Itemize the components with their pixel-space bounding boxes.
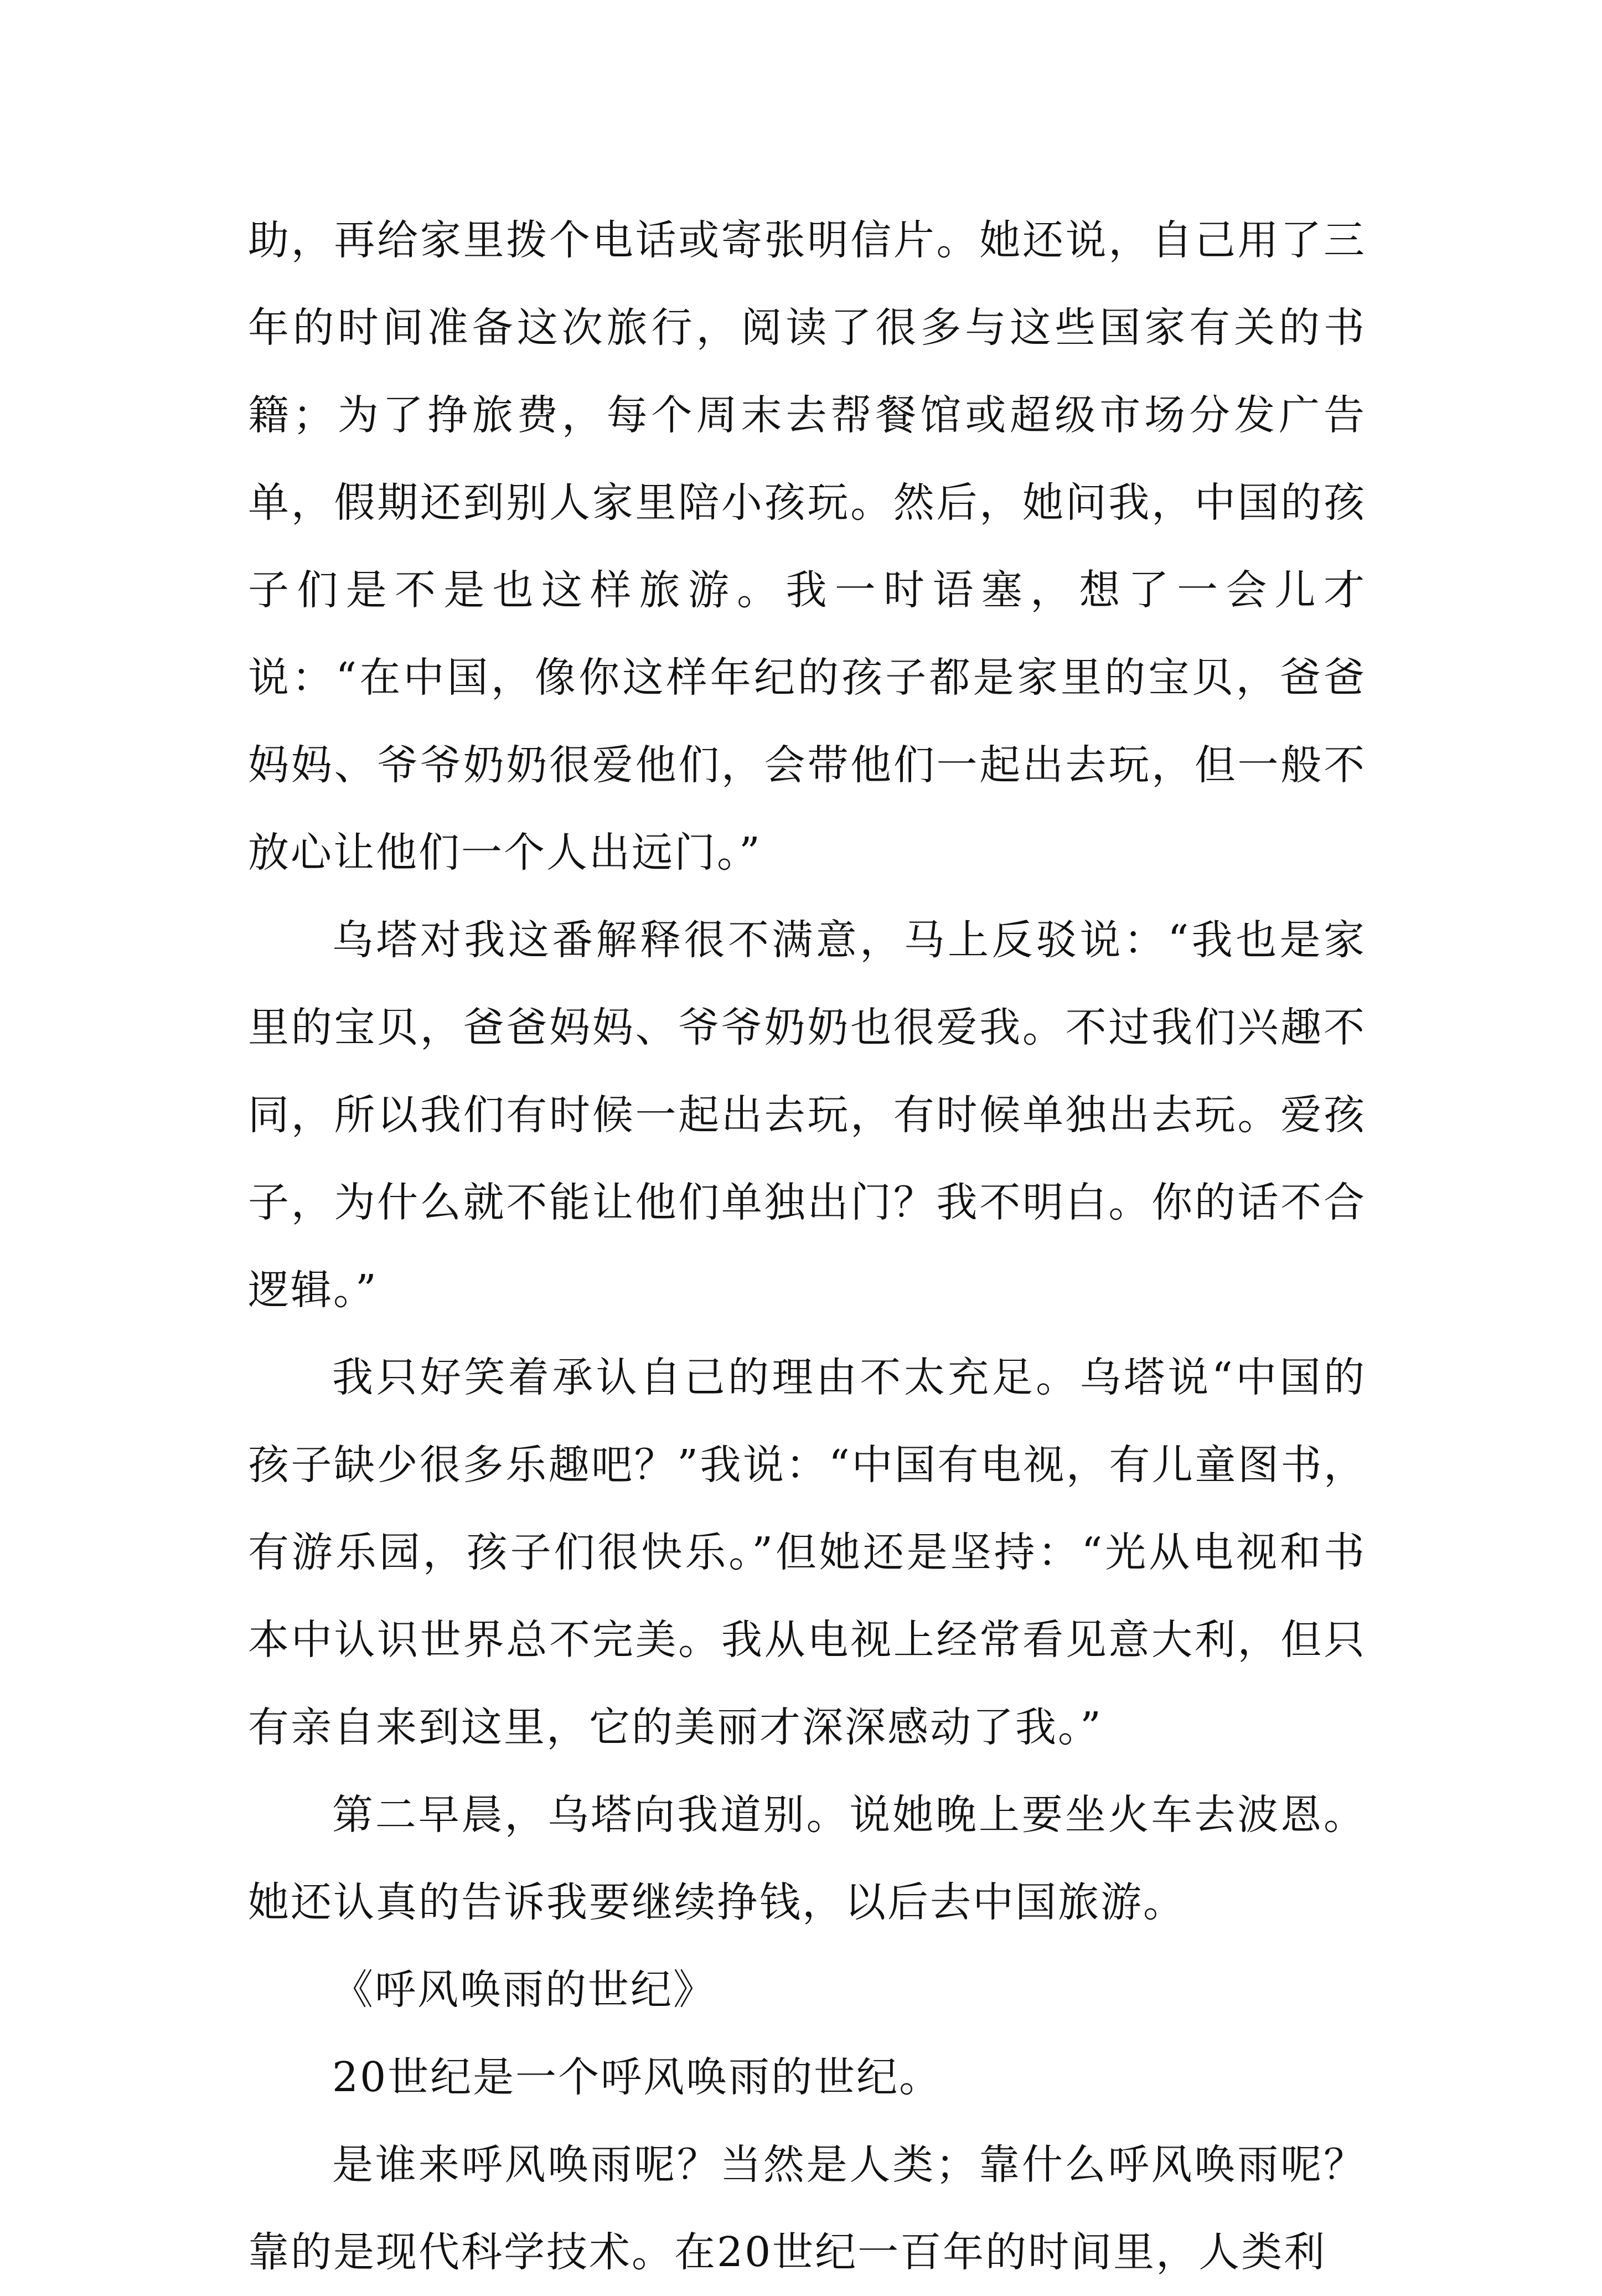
- paragraph-1: 助，再给家里拨个电话或寄张明信片。她还说，自己用了三年的时间准备这次旅行，阅读了很多与这些国家有关的书籍；为了挣旅费，每个周末去帮餐馆或超级市场分发广告单，假期还到别人家里陪小孩玩。然后，她问我，中国的孩子们是不是也这样旅游。我一时语塞，想了一会儿才说：“在中国，像你这样年纪的孩子都是家里的宝贝，爸爸妈妈、爷爷奶奶很爱他们，会带他们一起出去玩，但一般不放心让他们一个人出远门。”: [248, 216, 1366, 876]
- paragraph-3: 我只好笑着承认自己的理由不太充足。乌塔说“中国的孩子缺少很多乐趣吧？”我说：“中国有电视，有儿童图书，有游乐园，孩子们很快乐。”但她还是坚持：“光从电视和书本中认识世界总不完美。我从电视上经常看见意大利，但只有亲自来到这里，它的美丽才深深感动了我。”: [248, 1354, 1366, 1751]
- paragraph-2: 乌塔对我这番解释很不满意，马上反驳说：“我也是家里的宝贝，爸爸妈妈、爷爷奶奶也很爱我。不过我们兴趣不同，所以我们有时候一起出去玩，有时候单独出去玩。爱孩子，为什么就不能让他们单独出门？我不明白。你的话不合逻辑。”: [248, 916, 1366, 1314]
- section-title: 《呼风唤雨的世纪》: [332, 1966, 716, 2014]
- paragraph-5: 20世纪是一个呼风唤雨的世纪。: [332, 2053, 942, 2101]
- paragraph-6: 是谁来呼风唤雨呢？当然是人类；靠什么呼风唤雨呢？靠的是现代科学技术。在20世纪一百年的时间里，人类利: [248, 2141, 1366, 2276]
- body-text: [248, 197, 1366, 2296]
- paragraph-4: 第二早晨，乌塔向我道别。说她晚上要坐火车去波恩。她还认真的告诉我要继续挣钱，以后去中国旅游。: [248, 1791, 1366, 1926]
